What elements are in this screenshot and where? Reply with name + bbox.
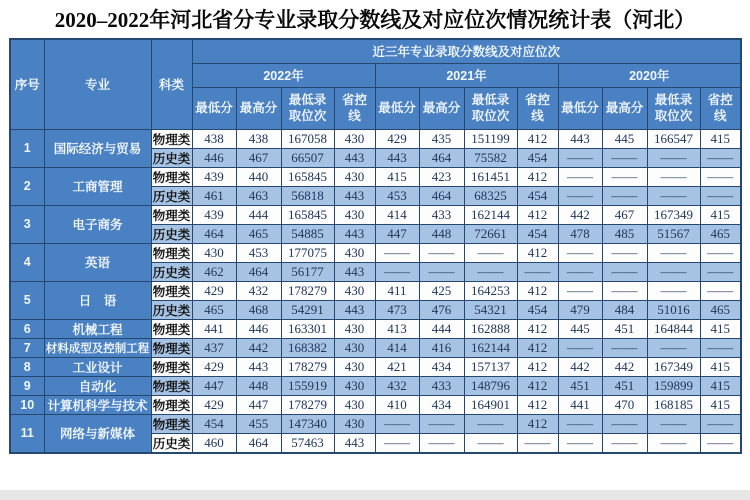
metric-header: 最低录取位次 — [647, 87, 700, 129]
score-cell: —— — [464, 433, 517, 453]
score-cell: —— — [602, 186, 647, 205]
score-cell: 162144 — [464, 205, 517, 224]
score-cell: 430 — [334, 205, 375, 224]
score-cell: 162888 — [464, 319, 517, 338]
score-cell: 151199 — [464, 129, 517, 148]
category-cell: 历史类 — [151, 433, 192, 453]
score-cell: 415 — [700, 376, 741, 395]
score-cell: —— — [419, 243, 464, 262]
metric-header: 最低分 — [375, 87, 419, 129]
major-name-cell: 工商管理 — [44, 167, 151, 205]
score-cell: —— — [517, 433, 558, 453]
score-cell: 464 — [419, 186, 464, 205]
score-cell: —— — [375, 243, 419, 262]
score-cell: 161451 — [464, 167, 517, 186]
score-cell: 155919 — [281, 376, 334, 395]
score-cell: —— — [558, 414, 602, 433]
page-bottom-strip — [0, 490, 750, 500]
score-cell: 412 — [517, 376, 558, 395]
score-cell: 430 — [334, 414, 375, 433]
score-cell: 460 — [192, 433, 236, 453]
score-cell: 443 — [334, 433, 375, 453]
score-cell: 415 — [375, 167, 419, 186]
score-cell: —— — [464, 414, 517, 433]
score-cell: 412 — [517, 129, 558, 148]
score-cell: —— — [602, 243, 647, 262]
score-cell: 412 — [517, 281, 558, 300]
score-cell: 473 — [375, 300, 419, 319]
table-row — [10, 376, 741, 395]
score-cell: 441 — [558, 395, 602, 414]
major-name-cell: 网络与新媒体 — [44, 414, 151, 453]
score-cell: 454 — [517, 224, 558, 243]
metric-header: 最低分 — [558, 87, 602, 129]
score-cell: 412 — [517, 395, 558, 414]
score-cell: 439 — [192, 167, 236, 186]
category-cell: 历史类 — [151, 224, 192, 243]
score-cell: 465 — [236, 224, 281, 243]
score-cell: 51016 — [647, 300, 700, 319]
score-cell: 442 — [558, 205, 602, 224]
score-cell: 438 — [192, 129, 236, 148]
score-cell: —— — [700, 148, 741, 167]
score-cell: 484 — [602, 300, 647, 319]
score-cell: —— — [700, 186, 741, 205]
major-name-cell: 国际经济与贸易 — [44, 129, 151, 167]
score-cell: 54885 — [281, 224, 334, 243]
table-row — [10, 319, 741, 338]
score-cell: 56818 — [281, 186, 334, 205]
score-cell: 465 — [192, 300, 236, 319]
score-cell: 157137 — [464, 357, 517, 376]
score-cell: —— — [700, 338, 741, 357]
score-cell: 451 — [602, 376, 647, 395]
score-cell: 414 — [375, 205, 419, 224]
score-cell: 168382 — [281, 338, 334, 357]
metric-header: 省控线 — [517, 87, 558, 129]
metric-header: 最低分 — [192, 87, 236, 129]
score-cell: 443 — [334, 300, 375, 319]
score-cell: 479 — [558, 300, 602, 319]
score-cell: —— — [700, 167, 741, 186]
score-cell: 147340 — [281, 414, 334, 433]
score-cell: 429 — [192, 357, 236, 376]
row-index-cell: 9 — [10, 376, 44, 395]
page-title: 2020–2022年河北省分专业录取分数线及对应位次情况统计表（河北） — [54, 8, 696, 32]
score-cell: 164844 — [647, 319, 700, 338]
score-cell: 451 — [558, 376, 602, 395]
score-cell: 416 — [419, 338, 464, 357]
score-cell: 453 — [236, 243, 281, 262]
score-cell: 429 — [192, 281, 236, 300]
score-cell: 445 — [558, 319, 602, 338]
score-cell: 57463 — [281, 433, 334, 453]
score-cell: 430 — [334, 338, 375, 357]
category-cell: 物理类 — [151, 167, 192, 186]
score-cell: 432 — [236, 281, 281, 300]
score-cell: 415 — [700, 319, 741, 338]
score-cell: 167349 — [647, 205, 700, 224]
score-cell: —— — [558, 338, 602, 357]
score-cell: —— — [700, 433, 741, 453]
score-cell: 461 — [192, 186, 236, 205]
score-cell: —— — [517, 262, 558, 281]
score-cell: 443 — [334, 186, 375, 205]
score-cell: 412 — [517, 243, 558, 262]
score-cell: 415 — [700, 395, 741, 414]
admission-scores-table — [9, 38, 742, 454]
score-cell: —— — [602, 167, 647, 186]
major-name-cell: 计算机科学与技术 — [44, 395, 151, 414]
score-cell: 178279 — [281, 357, 334, 376]
score-cell: 421 — [375, 357, 419, 376]
score-cell: 434 — [419, 395, 464, 414]
score-cell: 164901 — [464, 395, 517, 414]
category-cell: 物理类 — [151, 414, 192, 433]
metric-header: 最低录取位次 — [281, 87, 334, 129]
major-name-cell: 英语 — [44, 243, 151, 281]
score-cell: —— — [647, 243, 700, 262]
score-cell: —— — [602, 338, 647, 357]
score-cell: 448 — [236, 376, 281, 395]
table-row — [10, 357, 741, 376]
score-cell: 439 — [192, 205, 236, 224]
score-cell: —— — [647, 148, 700, 167]
score-cell: 433 — [419, 205, 464, 224]
group-header: 近三年专业录取分数线及对应位次 — [192, 39, 741, 63]
score-cell: 412 — [517, 205, 558, 224]
category-cell: 物理类 — [151, 376, 192, 395]
row-index-cell: 7 — [10, 338, 44, 357]
score-cell: 430 — [334, 319, 375, 338]
score-cell: —— — [602, 433, 647, 453]
table-row — [10, 129, 741, 148]
score-cell: 437 — [192, 338, 236, 357]
score-cell: 448 — [419, 224, 464, 243]
metric-header: 省控线 — [700, 87, 741, 129]
score-cell: —— — [602, 414, 647, 433]
row-index-cell: 4 — [10, 243, 44, 281]
row-index-cell: 6 — [10, 319, 44, 338]
score-cell: —— — [647, 414, 700, 433]
table-row — [10, 414, 741, 433]
score-cell: —— — [464, 243, 517, 262]
score-cell: 165845 — [281, 167, 334, 186]
score-cell: 66507 — [281, 148, 334, 167]
score-cell: 446 — [236, 319, 281, 338]
score-cell: —— — [602, 148, 647, 167]
score-cell: —— — [558, 243, 602, 262]
score-cell: 163301 — [281, 319, 334, 338]
score-cell: 430 — [334, 281, 375, 300]
score-cell: 165845 — [281, 205, 334, 224]
score-cell: 178279 — [281, 395, 334, 414]
score-cell: 465 — [700, 224, 741, 243]
score-cell: 72661 — [464, 224, 517, 243]
score-cell: 412 — [517, 167, 558, 186]
score-cell: —— — [647, 433, 700, 453]
score-cell: —— — [375, 433, 419, 453]
score-cell: 56177 — [281, 262, 334, 281]
score-cell: 442 — [602, 357, 647, 376]
score-cell: 164253 — [464, 281, 517, 300]
score-cell: 443 — [334, 262, 375, 281]
score-cell: 443 — [375, 148, 419, 167]
score-cell: 166547 — [647, 129, 700, 148]
metric-header: 最高分 — [602, 87, 647, 129]
row-index-cell: 10 — [10, 395, 44, 414]
table-row — [10, 281, 741, 300]
score-cell: 415 — [700, 357, 741, 376]
category-cell: 物理类 — [151, 395, 192, 414]
score-cell: 464 — [236, 262, 281, 281]
score-cell: 464 — [419, 148, 464, 167]
score-cell: —— — [419, 433, 464, 453]
score-cell: —— — [558, 262, 602, 281]
row-index-cell: 8 — [10, 357, 44, 376]
score-cell: 454 — [192, 414, 236, 433]
score-cell: 429 — [375, 129, 419, 148]
score-cell: 432 — [375, 376, 419, 395]
score-cell: —— — [375, 262, 419, 281]
major-name-cell: 材料成型及控制工程 — [44, 338, 151, 357]
score-cell: 425 — [419, 281, 464, 300]
score-cell: 68325 — [464, 186, 517, 205]
score-cell: —— — [419, 262, 464, 281]
score-cell: 54291 — [281, 300, 334, 319]
score-cell: —— — [464, 262, 517, 281]
score-cell: 453 — [375, 186, 419, 205]
score-cell: 168185 — [647, 395, 700, 414]
score-cell: 455 — [236, 414, 281, 433]
score-cell: 167349 — [647, 357, 700, 376]
major-name-cell: 机械工程 — [44, 319, 151, 338]
category-cell: 物理类 — [151, 243, 192, 262]
score-cell: 445 — [602, 129, 647, 148]
score-cell: 478 — [558, 224, 602, 243]
score-cell: —— — [558, 186, 602, 205]
score-cell: 454 — [517, 186, 558, 205]
category-cell: 物理类 — [151, 281, 192, 300]
category-cell: 物理类 — [151, 205, 192, 224]
score-cell: —— — [558, 167, 602, 186]
score-cell: 167058 — [281, 129, 334, 148]
score-cell: 465 — [700, 300, 741, 319]
score-cell: 451 — [602, 319, 647, 338]
score-cell: 430 — [334, 243, 375, 262]
row-index-cell: 2 — [10, 167, 44, 205]
score-cell: 412 — [517, 319, 558, 338]
score-cell: 485 — [602, 224, 647, 243]
major-name-cell: 日 语 — [44, 281, 151, 319]
row-index-cell: 1 — [10, 129, 44, 167]
category-cell: 历史类 — [151, 148, 192, 167]
score-cell: 178279 — [281, 281, 334, 300]
table-row — [10, 205, 741, 224]
score-cell: 412 — [517, 357, 558, 376]
table-row — [10, 167, 741, 186]
score-cell: 430 — [334, 167, 375, 186]
score-cell: —— — [647, 262, 700, 281]
score-cell: 411 — [375, 281, 419, 300]
score-cell: 51567 — [647, 224, 700, 243]
category-cell: 历史类 — [151, 186, 192, 205]
score-cell: 412 — [517, 338, 558, 357]
score-cell: —— — [647, 281, 700, 300]
score-cell: —— — [700, 414, 741, 433]
table-row — [10, 338, 741, 357]
score-cell: 438 — [236, 129, 281, 148]
col-header-category: 科类 — [151, 39, 192, 129]
score-cell: 468 — [236, 300, 281, 319]
score-cell: 410 — [375, 395, 419, 414]
score-cell: 454 — [517, 300, 558, 319]
score-cell: 434 — [419, 357, 464, 376]
score-cell: 467 — [602, 205, 647, 224]
score-cell: 430 — [192, 243, 236, 262]
score-cell: 54321 — [464, 300, 517, 319]
score-cell: 415 — [700, 205, 741, 224]
category-cell: 物理类 — [151, 129, 192, 148]
score-cell: 442 — [236, 338, 281, 357]
category-cell: 历史类 — [151, 262, 192, 281]
table-body — [10, 129, 741, 453]
score-cell: 177075 — [281, 243, 334, 262]
major-name-cell: 自动化 — [44, 376, 151, 395]
score-cell: 444 — [236, 205, 281, 224]
year-header-2021: 2021年 — [375, 63, 558, 87]
score-cell: —— — [647, 167, 700, 186]
score-cell: —— — [558, 433, 602, 453]
score-cell: 415 — [700, 129, 741, 148]
category-cell: 物理类 — [151, 357, 192, 376]
category-cell: 历史类 — [151, 300, 192, 319]
score-cell: —— — [700, 262, 741, 281]
score-cell: 443 — [558, 129, 602, 148]
score-cell: 447 — [236, 395, 281, 414]
score-cell: 447 — [192, 376, 236, 395]
score-cell: —— — [700, 281, 741, 300]
score-cell: 429 — [192, 395, 236, 414]
year-header-2022: 2022年 — [192, 63, 375, 87]
score-cell: —— — [419, 414, 464, 433]
row-index-cell: 3 — [10, 205, 44, 243]
score-cell: 463 — [236, 186, 281, 205]
score-cell: 443 — [334, 224, 375, 243]
year-header-2020: 2020年 — [558, 63, 741, 87]
score-cell: 162144 — [464, 338, 517, 357]
score-cell: 430 — [334, 129, 375, 148]
table-header — [10, 39, 741, 129]
score-cell: 435 — [419, 129, 464, 148]
table-row — [10, 395, 741, 414]
score-cell: 476 — [419, 300, 464, 319]
score-cell: 159899 — [647, 376, 700, 395]
score-cell: 441 — [192, 319, 236, 338]
score-cell: 442 — [558, 357, 602, 376]
score-cell: 148796 — [464, 376, 517, 395]
table-row — [10, 243, 741, 262]
score-cell: 423 — [419, 167, 464, 186]
score-cell: 446 — [192, 148, 236, 167]
score-cell: 467 — [236, 148, 281, 167]
score-cell: —— — [602, 262, 647, 281]
metric-header: 最高分 — [236, 87, 281, 129]
metric-header: 最高分 — [419, 87, 464, 129]
score-cell: 75582 — [464, 148, 517, 167]
score-cell: 443 — [334, 148, 375, 167]
metric-header: 省控线 — [334, 87, 375, 129]
score-cell: 447 — [375, 224, 419, 243]
score-cell: 470 — [602, 395, 647, 414]
score-cell: 430 — [334, 395, 375, 414]
score-cell: —— — [647, 186, 700, 205]
metric-header: 最低录取位次 — [464, 87, 517, 129]
score-cell: 444 — [419, 319, 464, 338]
row-index-cell: 5 — [10, 281, 44, 319]
score-cell: —— — [602, 281, 647, 300]
score-cell: —— — [375, 414, 419, 433]
score-cell: 464 — [192, 224, 236, 243]
score-cell: 462 — [192, 262, 236, 281]
score-cell: —— — [558, 281, 602, 300]
score-cell: 433 — [419, 376, 464, 395]
score-cell: 454 — [517, 148, 558, 167]
score-cell: 412 — [517, 414, 558, 433]
row-index-cell: 11 — [10, 414, 44, 453]
score-cell: 464 — [236, 433, 281, 453]
score-cell: 413 — [375, 319, 419, 338]
col-header-index: 序号 — [10, 39, 44, 129]
score-cell: —— — [558, 148, 602, 167]
score-cell: 443 — [236, 357, 281, 376]
score-cell: —— — [647, 338, 700, 357]
score-cell: 430 — [334, 376, 375, 395]
category-cell: 物理类 — [151, 319, 192, 338]
major-name-cell: 工业设计 — [44, 357, 151, 376]
score-cell: 440 — [236, 167, 281, 186]
score-cell: 430 — [334, 357, 375, 376]
col-header-major: 专业 — [44, 39, 151, 129]
category-cell: 物理类 — [151, 338, 192, 357]
score-cell: —— — [700, 243, 741, 262]
score-cell: 414 — [375, 338, 419, 357]
major-name-cell: 电子商务 — [44, 205, 151, 243]
